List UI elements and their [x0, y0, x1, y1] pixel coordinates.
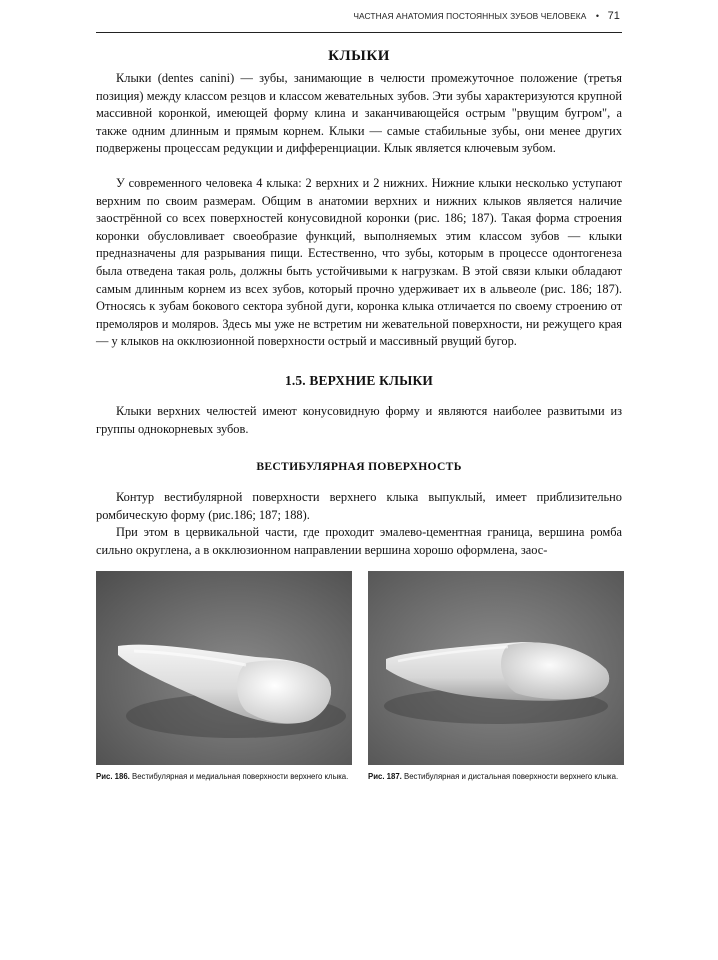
- subsection-title: ВЕСТИБУЛЯРНАЯ ПОВЕРХНОСТЬ: [256, 460, 462, 473]
- figure-187-label: Рис. 187.: [368, 772, 402, 781]
- running-title: ЧАСТНАЯ АНАТОМИЯ ПОСТОЯННЫХ ЗУБОВ ЧЕЛОВЕКА: [353, 11, 587, 21]
- running-header: [353, 10, 620, 22]
- chapter-paragraph-1: Клыки (dentes canini) — зубы, занимающие в челюсти промежуточное положение (третья позиция) между классом резцов и классом жевательных зубов. Эти зубы характеризуются крупной массивной коронкой, имеющей форму клина и заканчивающейся острым "рвущим бугром", а также одним длинным и прямым корнем. Клыки — самые стабильные зубы, они менее других подвержены процессам редукции и дифференциации. Клык является ключевым зубом.: [96, 71, 622, 156]
- header-rule: [96, 32, 622, 33]
- figure-186-label: Рис. 186.: [96, 772, 130, 781]
- section-paragraph: Клыки верхних челюстей имеют конусовидную форму и являются наиболее развитыми из группы однокорневых зубов.: [96, 404, 622, 436]
- header-separator: •: [595, 11, 600, 21]
- figure-186-caption: [96, 771, 352, 782]
- chapter-title: КЛЫКИ: [328, 48, 390, 64]
- chapter-paragraph-2: У современного человека 4 клыка: 2 верхних и 2 нижних. Нижние клыки несколько уступают верхним по своим размерам. Общим в анатомии верхних и нижних клыков является наличие заострённой со всех поверхностей конусовидной коронки (рис. 186; 187). Такая форма строения коронки обусловливает своеобразие функций, выполняемых этим классом зубов — клыки предназначены для разрывания пищи. Естественно, что зубы, которым в процессе одонтогенеза была отведена такая роль, должны быть устойчивыми к нагрузкам. В этой связи клыки обладают самым длинным корнем из всех зубов, который прочно удерживает их в альвеоле (рис. 186; 187). Относясь к зубам бокового сектора зубной дуги, коронка клыка отличается по своему строению от премоляров и моляров. Здесь мы уже не встретим ни жевательной поверхности, ни режущего края — у клыков на окклюзионной поверхности острый и массивный рвущий бугор.: [96, 176, 622, 349]
- subsection-paragraph-2: При этом в цервикальной части, где проходит эмалево-цементная граница, вершина ромба сильно округлена, а в окклюзионном направлении вершина хорошо оформлена, заос-: [96, 525, 622, 557]
- figure-186-caption-text: Вестибулярная и медиальная поверхности верхнего клыка.: [132, 772, 349, 781]
- page-number: 71: [607, 10, 620, 22]
- subsection-paragraph-1: Контур вестибулярной поверхности верхнего клыка выпуклый, имеет приблизительно ромбическую форму (рис.186; 187; 188).: [96, 490, 622, 522]
- figure-186-photo: [96, 571, 352, 765]
- figure-187-caption: [368, 771, 624, 782]
- figure-187-photo: [368, 571, 624, 765]
- canine-tooth-photo-1: [96, 571, 352, 765]
- figure-187-caption-text: Вестибулярная и дистальная поверхности верхнего клыка.: [404, 772, 619, 781]
- section-title: 1.5. ВЕРХНИЕ КЛЫКИ: [284, 373, 434, 388]
- canine-tooth-photo-2: [368, 571, 624, 765]
